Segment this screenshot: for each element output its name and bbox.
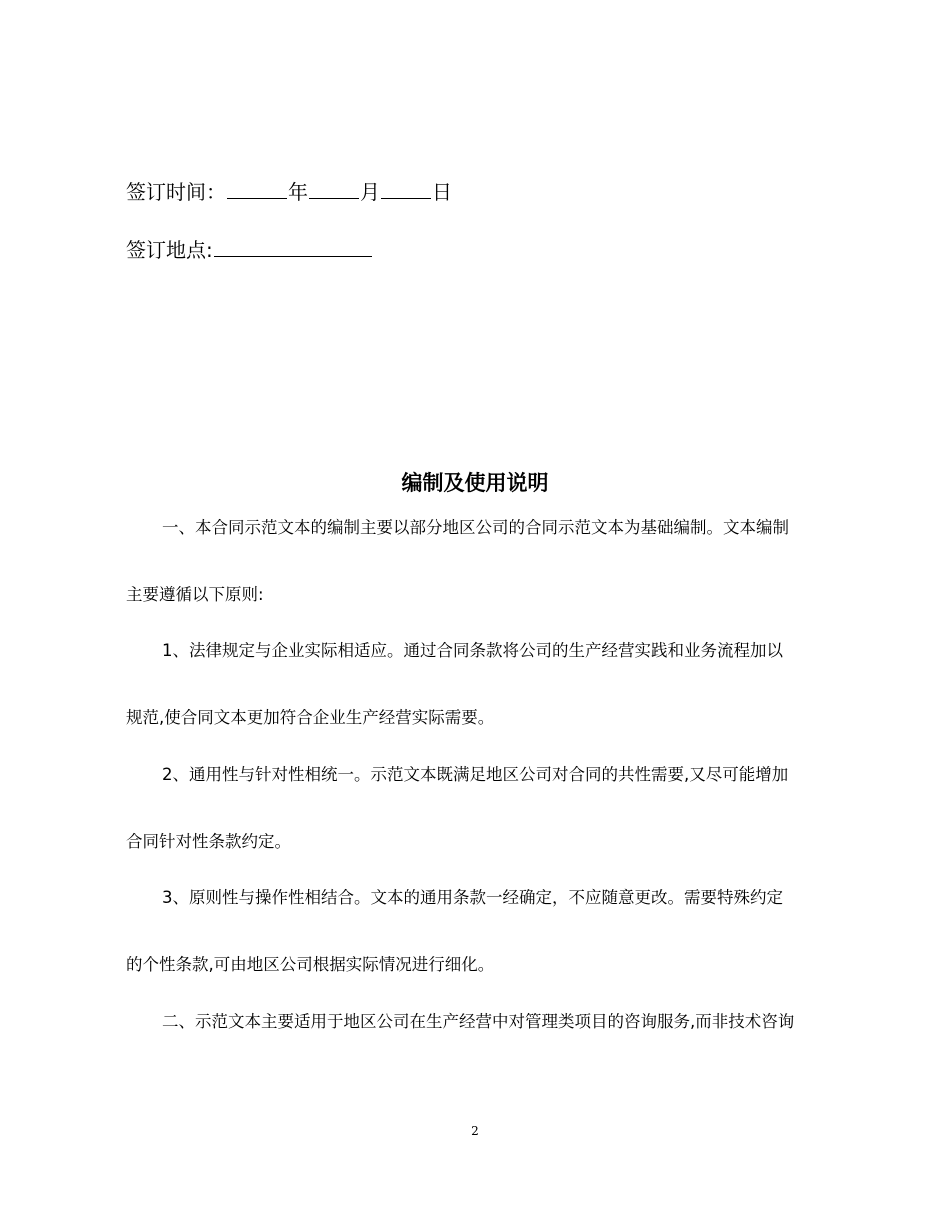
signing-time-label: 签订时间： xyxy=(126,180,226,204)
paragraph-3-line-2: 合同针对性条款约定。 xyxy=(126,832,291,851)
year-blank xyxy=(227,180,287,199)
place-blank xyxy=(214,238,372,257)
paragraph-3-line-1: 2、通用性与针对性相统一。示范文本既满足地区公司对合同的共性需要,又尽可能增加 xyxy=(162,765,789,784)
month-blank xyxy=(309,180,359,199)
paragraph-1-line-1: 一、本合同示范文本的编制主要以部分地区公司的合同示范文本为基础编制。文本编制 xyxy=(162,518,789,537)
paragraph-1-line-2: 主要遵循以下原则: xyxy=(126,585,264,604)
month-label: 月 xyxy=(360,180,380,204)
year-label: 年 xyxy=(288,180,308,204)
paragraph-2-line-2: 规范,使合同文本更加符合企业生产经营实际需要。 xyxy=(126,708,495,727)
signing-place-line xyxy=(126,238,373,262)
paragraph-5-line-1: 二、示范文本主要适用于地区公司在生产经营中对管理类项目的咨询服务,而非技术咨询 xyxy=(162,1012,795,1031)
signing-place-label: 签订地点: xyxy=(126,238,213,262)
signing-time-line xyxy=(126,180,452,204)
paragraph-4-line-2: 的个性条款,可由地区公司根据实际情况进行细化。 xyxy=(126,955,495,974)
day-label: 日 xyxy=(432,180,452,204)
section-title: 编制及使用说明 xyxy=(401,471,549,495)
paragraph-4-line-1: 3、原则性与操作性相结合。文本的通用条款一经确定，不应随意更改。需要特殊约定 xyxy=(162,888,783,907)
day-blank xyxy=(381,180,431,199)
paragraph-2-line-1: 1、法律规定与企业实际相适应。通过合同条款将公司的生产经营实践和业务流程加以 xyxy=(162,641,783,660)
page-number: 2 xyxy=(471,1124,479,1138)
